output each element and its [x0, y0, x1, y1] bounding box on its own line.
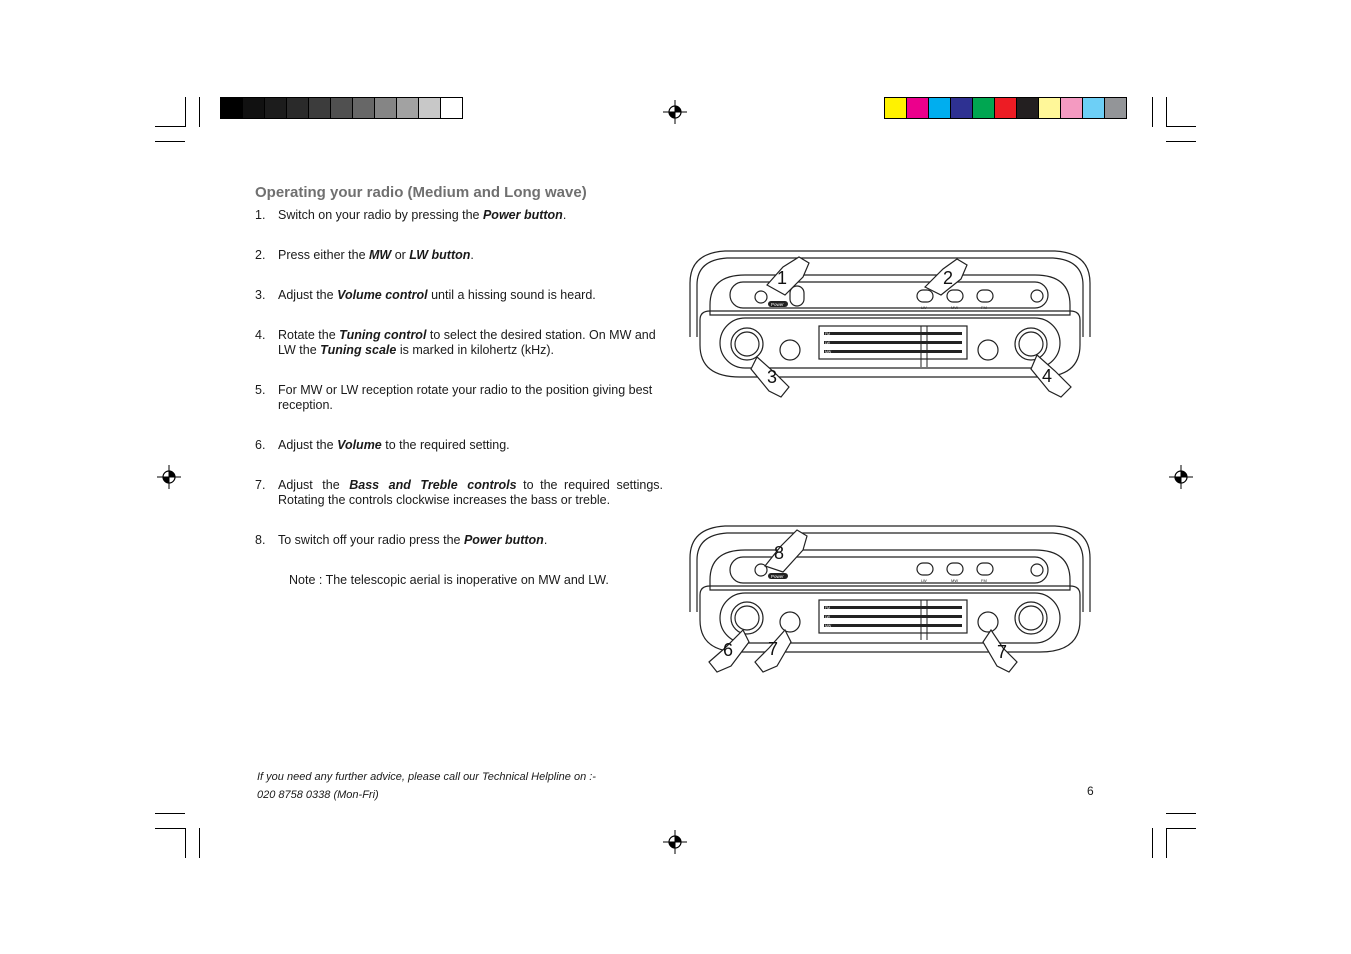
step-text: .: [562, 208, 567, 222]
gray-swatch-0: [221, 98, 243, 118]
step-4: [255, 328, 663, 358]
step-5: [255, 383, 663, 413]
color-swatch-10: [1105, 98, 1126, 118]
callout-6: 6: [723, 640, 734, 660]
step-number: 3.: [255, 288, 266, 302]
crop-mark-bottom-right-v: [1166, 828, 1167, 858]
scale-fm: FM: [825, 332, 831, 336]
registration-mark-right: [1169, 465, 1193, 489]
crop-mark-top-right-h2: [1166, 141, 1196, 142]
step-emphasis: Tuning scale: [320, 343, 397, 357]
aerial-note: Note : The telescopic aerial is inoperative on MW and LW.: [289, 573, 609, 587]
radio-illustration-bottom: [685, 520, 1095, 680]
step-emphasis: Power button: [463, 533, 544, 547]
crop-mark-top-right-v: [1166, 97, 1167, 127]
crop-mark-bottom-right-v2: [1152, 828, 1153, 858]
gray-swatch-4: [309, 98, 331, 118]
power-label: Power: [771, 574, 784, 579]
step-emphasis: Power button: [482, 208, 563, 222]
color-bar: [884, 97, 1127, 119]
fm-label: FM: [981, 578, 987, 583]
helpline-number: 020 8758 0338 (Mon-Fri): [257, 789, 379, 801]
color-swatch-8: [1061, 98, 1083, 118]
crop-mark-bottom-right-h2: [1166, 813, 1196, 814]
color-swatch-2: [929, 98, 951, 118]
step-emphasis: MW: [369, 248, 392, 262]
step-number: 2.: [255, 248, 266, 262]
lw-label: LW: [921, 578, 927, 583]
crop-mark-top-left-h: [155, 126, 185, 127]
step-text: to the required settings. Rotating the controls clockwise increases the bass or treble.: [278, 478, 663, 507]
radio-illustration-top: [685, 245, 1095, 405]
step-2: [255, 248, 663, 263]
pointing-hand-icon: [765, 530, 807, 572]
step-text: For MW or LW reception rotate your radio to the position giving best reception.: [278, 383, 653, 412]
scale-lw: LW: [825, 615, 830, 619]
scale-mw: MW: [825, 350, 832, 354]
crop-mark-bottom-left-h: [155, 828, 185, 829]
gray-swatch-6: [353, 98, 375, 118]
step-emphasis: Bass and Treble controls: [349, 478, 517, 492]
callout-3: 3: [767, 367, 778, 387]
gray-swatch-3: [287, 98, 309, 118]
gray-swatch-2: [265, 98, 287, 118]
step-6: [255, 438, 663, 453]
page-number: 6: [1087, 784, 1094, 798]
color-swatch-1: [907, 98, 929, 118]
crop-mark-top-left-v2: [199, 97, 200, 127]
fm-label: FM: [981, 305, 987, 310]
color-swatch-9: [1083, 98, 1105, 118]
gray-swatch-5: [331, 98, 353, 118]
step-number: 1.: [255, 208, 266, 222]
registration-mark-bottom: [663, 830, 687, 854]
step-text: To switch off your radio press the: [278, 533, 464, 547]
step-text: to the required setting.: [381, 438, 510, 452]
color-swatch-4: [973, 98, 995, 118]
step-number: 6.: [255, 438, 266, 452]
step-emphasis: Volume control: [337, 288, 428, 302]
step-number: 4.: [255, 328, 266, 342]
registration-mark-top: [663, 100, 687, 124]
step-emphasis: Volume: [337, 438, 382, 452]
crop-mark-bottom-right-h: [1166, 828, 1196, 829]
gray-swatch-9: [419, 98, 441, 118]
scale-mw: MW: [825, 624, 832, 628]
step-text: Adjust the: [278, 478, 350, 492]
color-swatch-5: [995, 98, 1017, 118]
step-text: to select the desired station. On MW and LW the: [278, 328, 656, 357]
lw-label: LW: [921, 305, 927, 310]
step-text: until a hissing sound is heard.: [427, 288, 596, 302]
callout-1: 1: [777, 268, 788, 288]
step-text: Switch on your radio by pressing the: [278, 208, 483, 222]
step-text: Rotate the: [278, 328, 340, 342]
step-1: [255, 208, 663, 223]
gray-swatch-7: [375, 98, 397, 118]
scale-fm: FM: [825, 606, 831, 610]
step-number: 7.: [255, 478, 266, 492]
gray-swatch-8: [397, 98, 419, 118]
scale-lw: LW: [825, 341, 830, 345]
gray-swatch-1: [243, 98, 265, 118]
crop-mark-bottom-left-h2: [155, 813, 185, 814]
crop-mark-top-left-v: [185, 97, 186, 127]
step-text: Adjust the: [278, 438, 338, 452]
step-number: 5.: [255, 383, 266, 397]
color-swatch-7: [1039, 98, 1061, 118]
crop-mark-top-right-h: [1166, 126, 1196, 127]
callout-7-bass: 7: [768, 639, 779, 659]
mw-label: MW: [951, 305, 959, 310]
step-7: [255, 478, 663, 508]
step-text: Adjust the: [278, 288, 338, 302]
step-text: .: [470, 248, 474, 262]
callout-8: 8: [774, 543, 785, 563]
callout-4: 4: [1042, 366, 1053, 386]
step-text: or: [391, 248, 410, 262]
section-title: Operating your radio (Medium and Long wave): [255, 184, 587, 201]
crop-mark-bottom-left-v2: [199, 828, 200, 858]
crop-mark-bottom-left-v: [185, 828, 186, 858]
color-swatch-0: [885, 98, 907, 118]
step-text: is marked in kilohertz (kHz).: [396, 343, 555, 357]
step-text: Press either the: [278, 248, 370, 262]
step-number: 8.: [255, 533, 266, 547]
mw-label: MW: [951, 578, 959, 583]
power-label: Power: [771, 302, 784, 307]
step-text: .: [543, 533, 548, 547]
step-8: [255, 533, 663, 548]
crop-mark-top-right-v2: [1152, 97, 1153, 127]
color-swatch-6: [1017, 98, 1039, 118]
callout-2: 2: [943, 268, 954, 288]
gray-swatch-10: [441, 98, 462, 118]
step-3: [255, 288, 663, 303]
helpline-text: If you need any further advice, please call our Technical Helpline on :-: [257, 771, 596, 783]
registration-mark-left: [157, 465, 181, 489]
grayscale-bar: [220, 97, 463, 119]
color-swatch-3: [951, 98, 973, 118]
callout-7-treble: 7: [997, 642, 1008, 662]
step-emphasis: LW button: [409, 248, 471, 262]
step-emphasis: Tuning control: [339, 328, 427, 342]
crop-mark-top-left-h2: [155, 141, 185, 142]
